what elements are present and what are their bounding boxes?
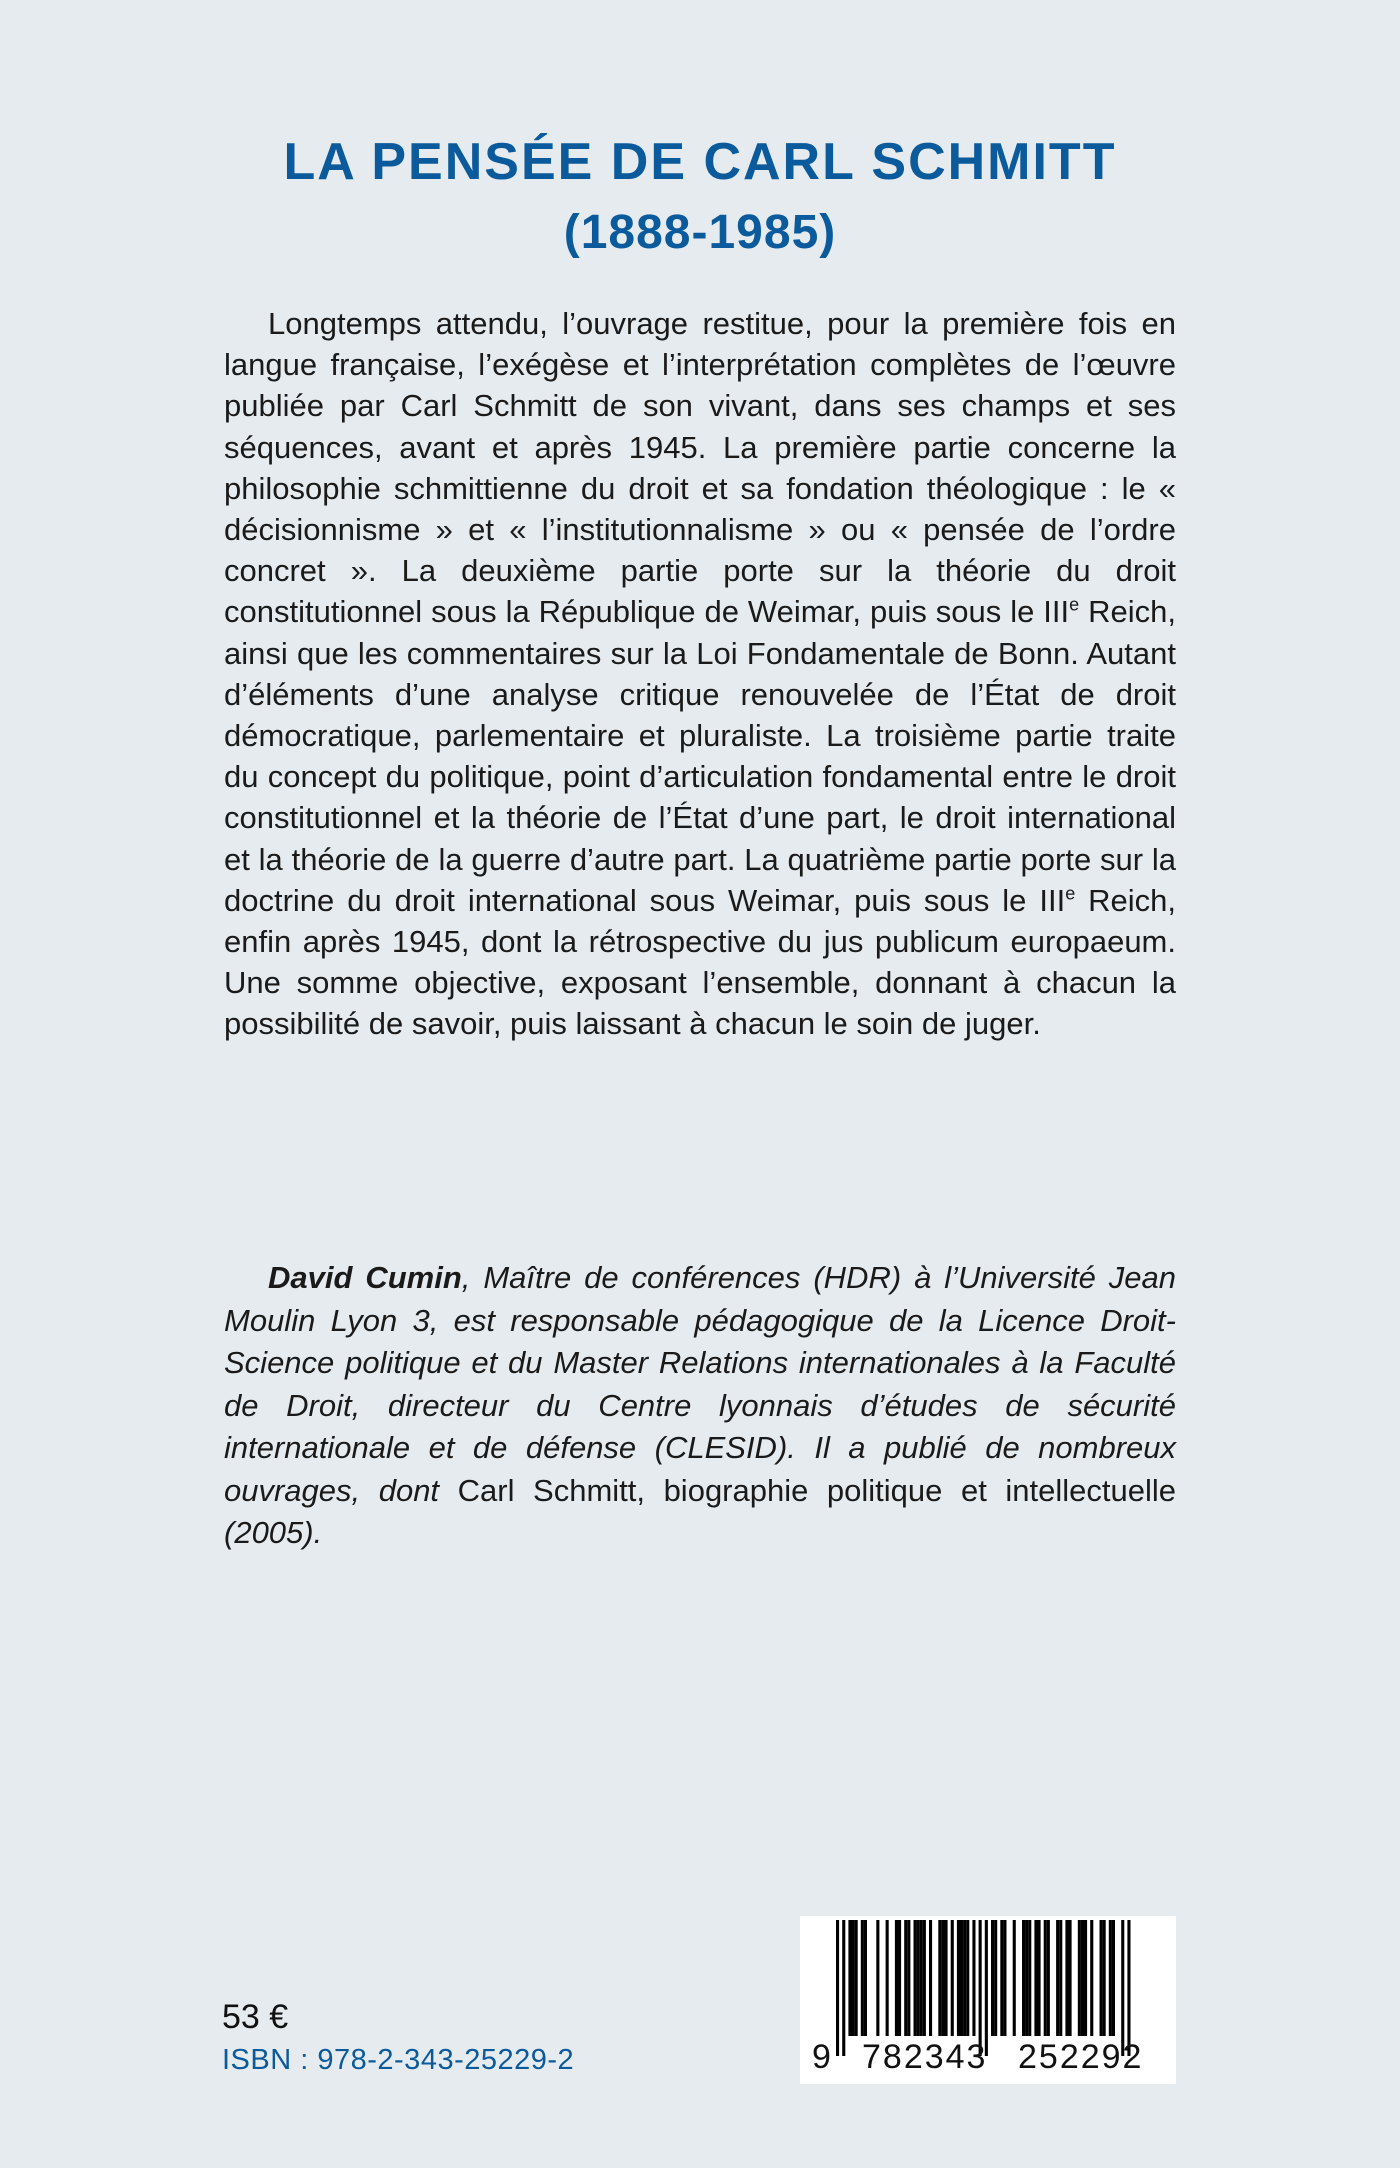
barcode-bar bbox=[917, 1920, 920, 2036]
barcode-bar bbox=[951, 1920, 954, 2036]
isbn: ISBN : 978-2-343-25229-2 bbox=[222, 2044, 575, 2076]
barcode-bar bbox=[960, 1920, 963, 2036]
summary-text-1: Longtemps attendu, l’ouvrage restitue, pour la première fois en langue française, l’exégèse et l’interprétation complètes de l’œuvre publiée par Carl Schmitt de son vivant, dans ses champs et ses séquences, avant et après 1945. La première partie concerne la philosophie schmittienne du droit et sa fondation théologique : le « décisionnisme » et « l’institutionnalisme » ou « pensée de l’ordre concret ». La deuxième partie porte sur la théorie du droit constitutionnel sous la République de Weimar, puis sous le III bbox=[224, 306, 1176, 630]
barcode-bar bbox=[848, 1920, 851, 2036]
barcode-bar bbox=[923, 1920, 926, 2036]
barcode-bar bbox=[852, 1920, 855, 2036]
barcode-bar bbox=[963, 1920, 966, 2036]
barcode-bar bbox=[994, 1920, 997, 2036]
barcode-bar bbox=[1013, 1920, 1016, 2036]
barcode-bar bbox=[904, 1920, 907, 2036]
superscript-e-1: e bbox=[1069, 595, 1080, 616]
book-title: LA PENSÉE DE CARL SCHMITT bbox=[283, 133, 1117, 191]
barcode-bar bbox=[972, 1920, 975, 2036]
barcode-bar bbox=[1047, 1920, 1050, 2036]
barcode-bar bbox=[920, 1920, 923, 2036]
barcode-first-digit: 9 bbox=[812, 2038, 831, 2076]
barcode-bar bbox=[938, 1920, 941, 2036]
barcode-bar bbox=[1003, 1920, 1006, 2036]
barcode-bar bbox=[1081, 1920, 1084, 2036]
barcode-bar bbox=[966, 1920, 969, 2036]
barcode-bar bbox=[1069, 1920, 1072, 2036]
summary-text-3: Reich, enfin après 1945, dont la rétrospective du jus publicum europaeum. Une somme objective, exposant l’ensemble, donnant à chacun la possibilité de savoir, puis laissant à chacun le soin de juger. bbox=[224, 882, 1176, 1042]
author-book-title: Carl Schmitt, biographie politique et intellectuelle bbox=[457, 1472, 1177, 1508]
barcode-bar bbox=[861, 1920, 864, 2036]
barcode-left-group: 782343 bbox=[862, 2038, 988, 2076]
barcode-bar bbox=[1090, 1920, 1093, 2036]
barcode-bar bbox=[895, 1920, 898, 2036]
book-dates: (1888-1985) bbox=[563, 206, 837, 259]
author-bio bbox=[224, 1257, 1176, 1555]
barcode-bar bbox=[929, 1920, 932, 2036]
barcode-bar bbox=[898, 1920, 901, 2036]
barcode-bar bbox=[1103, 1920, 1106, 2036]
barcode-bar bbox=[876, 1920, 879, 2036]
barcode-bar bbox=[1078, 1920, 1081, 2036]
barcode-bar bbox=[941, 1920, 944, 2036]
barcode-bar bbox=[1028, 1920, 1031, 2036]
barcode-bar bbox=[1025, 1920, 1028, 2036]
barcode-bar bbox=[1044, 1920, 1047, 2036]
author-bio-text: , Maître de conférences (HDR) à l’Université Jean Moulin Lyon 3, est responsable pédagogique de la Licence Droit-Science politique et du Master Relations internationales à la Faculté de Droit, directeur du Centre lyonnais d’études de sécurité internationale et de défense (CLESID). Il a publié de nombreux ouvrages, dont bbox=[224, 1260, 1177, 1508]
barcode-bar bbox=[1100, 1920, 1103, 2036]
barcode-bar bbox=[991, 1920, 994, 2036]
price: 53 € bbox=[222, 1998, 289, 2036]
barcode-bar bbox=[907, 1920, 910, 2036]
summary-text-2: Reich, ainsi que les commentaires sur la Loi Fondamentale de Bonn. Autant d’éléments d’une analyse critique renouvelée de l’État de droit démocratique, parlementaire et pluraliste. La troisième partie traite du concept du politique, point d’articulation fondamental entre le droit constitutionnel et la théorie de l’État d’une part, le droit international et la théorie de la guerre d’autre part. La quatrième partie porte sur la doctrine du droit international sous Weimar, puis sous le III bbox=[224, 594, 1176, 918]
barcode-bar bbox=[1034, 1920, 1037, 2036]
barcode-bar bbox=[864, 1920, 867, 2036]
barcode-right-group: 252292 bbox=[1018, 2038, 1144, 2076]
barcode-bar bbox=[1000, 1920, 1003, 2036]
superscript-e-2: e bbox=[1065, 883, 1076, 904]
barcode-bar bbox=[1112, 1920, 1115, 2036]
barcode-bar bbox=[914, 1920, 917, 2036]
barcode-bar bbox=[1038, 1920, 1041, 2036]
book-summary bbox=[224, 303, 1176, 1045]
barcode-bar bbox=[1084, 1920, 1087, 2036]
barcode-bar bbox=[1022, 1920, 1025, 2036]
barcode bbox=[800, 1916, 1176, 2084]
barcode-bar bbox=[945, 1920, 948, 2036]
barcode-bar bbox=[1065, 1920, 1068, 2036]
barcode-bar bbox=[1059, 1920, 1062, 2036]
barcode-bar bbox=[957, 1920, 960, 2036]
barcode-bar bbox=[1056, 1920, 1059, 2036]
author-book-year: (2005). bbox=[224, 1515, 323, 1550]
barcode-bar bbox=[1109, 1920, 1112, 2036]
barcode-bar bbox=[886, 1920, 889, 2036]
barcode-digits bbox=[800, 2034, 1176, 2082]
barcode-bar bbox=[855, 1920, 858, 2036]
author-name: David Cumin bbox=[268, 1260, 462, 1295]
